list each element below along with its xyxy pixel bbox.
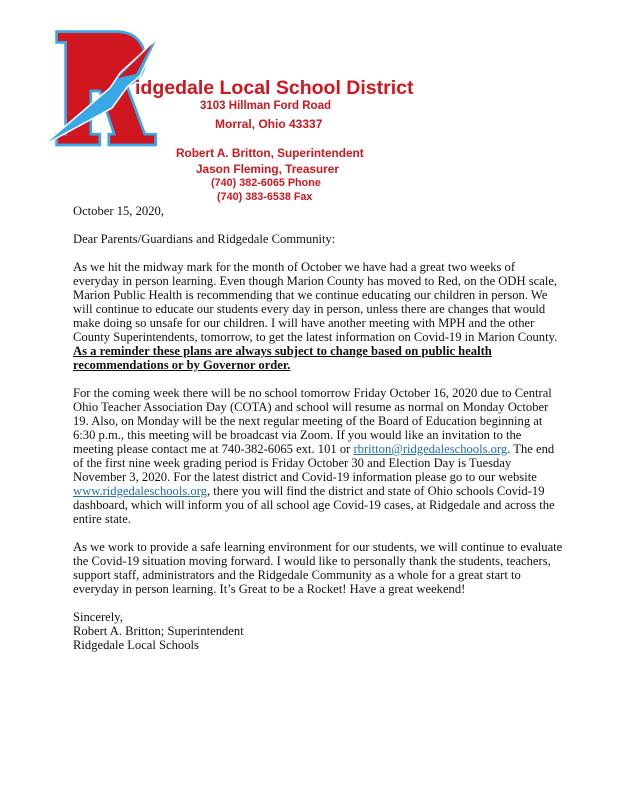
text-line xyxy=(73,442,573,456)
closing: Sincerely, xyxy=(73,610,123,624)
text-line: November 3, 2020. For the latest district and Covid-19 information please go to our website xyxy=(73,470,537,484)
email-link[interactable]: rbritton@ridgedaleschools.org xyxy=(353,442,508,456)
text-segment: , there you will find the district and state of Ohio schools Covid-19 xyxy=(206,484,545,498)
text-line: 19. Also, on Monday will be the next regular meeting of the Board of Education beginning at xyxy=(73,414,543,428)
text-line: As we hit the midway mark for the month of October we have had a great two weeks of xyxy=(73,260,516,274)
fax: (740) 383-6538 Fax xyxy=(217,191,313,203)
text-line xyxy=(73,484,573,498)
text-line: Ohio Teacher Association Day (COTA) and school will resume as normal on Monday October xyxy=(73,400,549,414)
signer: Robert A. Britton; Superintendent xyxy=(73,624,244,638)
address-line1: 3103 Hillman Ford Road xyxy=(200,100,332,112)
signer-org: Ridgedale Local Schools xyxy=(73,638,199,652)
letter-date: October 15, 2020, xyxy=(73,204,164,218)
website-link[interactable]: www.ridgedaleschools.org xyxy=(73,484,207,498)
address-line2: Morral, Ohio 43337 xyxy=(215,117,323,131)
text-line: As we work to provide a safe learning environment for our students, we will continue to evaluate xyxy=(73,540,563,554)
text-line: County Superintendents, tomorrow, to get the latest information on Covid-19 in Marion County. xyxy=(73,330,558,344)
district-name: idgedale Local School District xyxy=(135,77,414,99)
phone: (740) 382-6065 Phone xyxy=(211,177,321,189)
text-line: everyday in person learning. It’s Great to be a Rocket! Have a great weekend! xyxy=(73,582,466,596)
text-line: of the first nine week grading period is Friday October 30 and Election Day is Tuesday xyxy=(73,456,512,470)
text-segment: meeting please contact me at 740-382-6065 ext. 101 or xyxy=(73,442,354,456)
letter-body xyxy=(73,204,573,652)
paragraph-3 xyxy=(73,540,573,596)
text-line: will continue to educate our students every day in person, unless there are changes that would xyxy=(73,302,546,316)
paragraph-1 xyxy=(73,260,573,372)
text-line: support staff, administrators and the Ridgedale Community as a whole for a great start to xyxy=(73,568,521,582)
text-segment: . The end xyxy=(507,442,555,456)
text-line: everyday in person learning. Even though Marion County has moved to Red, on the ODH scale, xyxy=(73,274,558,288)
text-line: Marion Public Health is recommending that we continue educating our children in person. We xyxy=(73,288,548,302)
reminder-notice: As a reminder these plans are always subject to change based on public health xyxy=(73,344,492,358)
text-line: the Covid-19 situation moving forward. I would like to personally thank the students, teachers, xyxy=(73,554,551,568)
superintendent: Robert A. Britton, Superintendent xyxy=(176,146,364,160)
paragraph-2 xyxy=(73,386,573,526)
salutation: Dear Parents/Guardians and Ridgedale Community: xyxy=(73,232,336,246)
text-line: 6:30 p.m., this meeting will be broadcast via Zoom. If you would like an invitation to the xyxy=(73,428,522,442)
text-line: dashboard, which will inform you of all school age Covid-19 cases, at Ridgedale and across the xyxy=(73,498,555,512)
text-line: entire state. xyxy=(73,512,132,526)
text-line: For the coming week there will be no school tomorrow Friday October 16, 2020 due to Central xyxy=(73,386,552,400)
text-line: make doing so unsafe for our children. I will have another meeting with MPH and the other xyxy=(73,316,535,330)
treasurer: Jason Fleming, Treasurer xyxy=(196,162,339,176)
reminder-notice: recommendations or by Governor order. xyxy=(73,358,291,372)
